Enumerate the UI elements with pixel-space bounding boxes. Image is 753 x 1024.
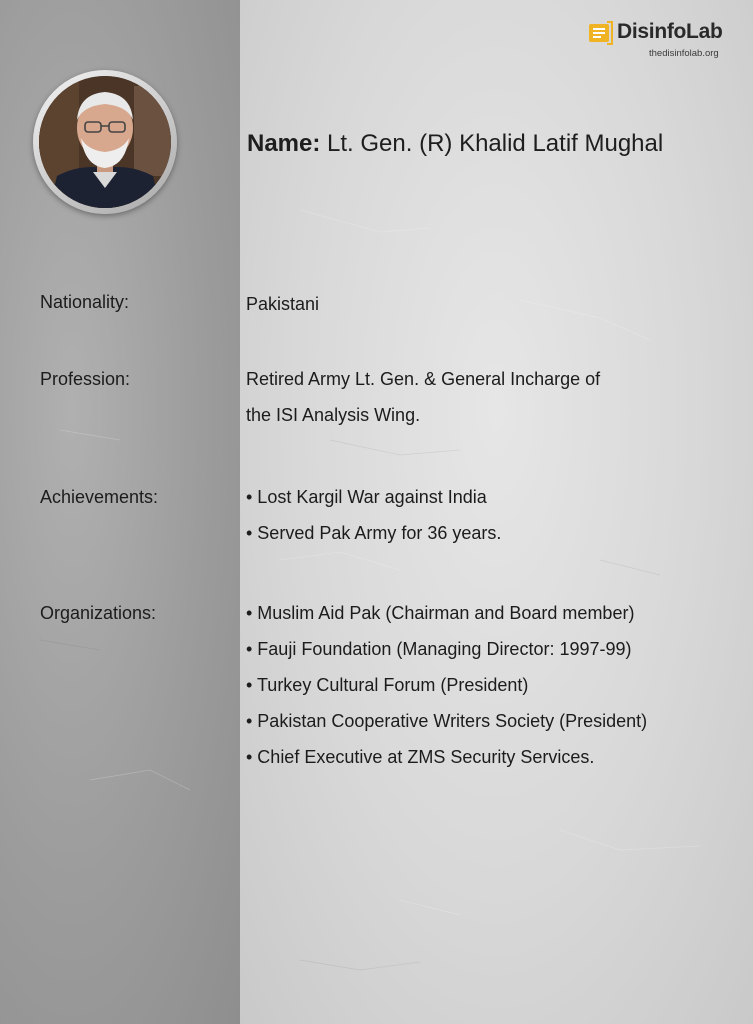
list-item: • Turkey Cultural Forum (President) xyxy=(246,675,529,695)
list-item: • Pakistan Cooperative Writers Society (President) xyxy=(246,711,648,731)
name-label: Name: xyxy=(247,130,321,157)
list-item: • Fauji Foundation (Managing Director: 1997-99) xyxy=(246,639,632,659)
organizations-label: Organizations: xyxy=(40,603,157,623)
profession-value xyxy=(246,361,600,433)
avatar-frame xyxy=(33,70,177,214)
logo-url: thedisinfolab.org xyxy=(649,48,719,59)
profession-line: the ISI Analysis Wing. xyxy=(246,405,421,425)
profession-line: Retired Army Lt. Gen. & General Incharge of xyxy=(246,369,601,389)
achievements-label: Achievements: xyxy=(40,487,159,507)
name-value: Lt. Gen. (R) Khalid Latif Mughal xyxy=(327,130,664,157)
list-item: • Served Pak Army for 36 years. xyxy=(246,523,502,543)
book-logo-icon xyxy=(587,20,613,46)
nationality-text: Pakistani xyxy=(246,294,320,314)
nationality-label: Nationality: xyxy=(40,292,130,312)
list-item: • Chief Executive at ZMS Security Services. xyxy=(246,747,595,767)
portrait-photo xyxy=(39,76,171,208)
profession-label: Profession: xyxy=(40,369,131,389)
logo-name: DisinfoLab xyxy=(617,20,723,43)
name-line xyxy=(247,130,663,158)
list-item: • Lost Kargil War against India xyxy=(246,487,487,507)
achievements-list xyxy=(246,479,501,551)
organizations-list xyxy=(246,595,647,775)
nationality-value xyxy=(246,286,319,322)
list-item: • Muslim Aid Pak (Chairman and Board member) xyxy=(246,603,635,623)
disinfolab-logo xyxy=(587,18,737,64)
